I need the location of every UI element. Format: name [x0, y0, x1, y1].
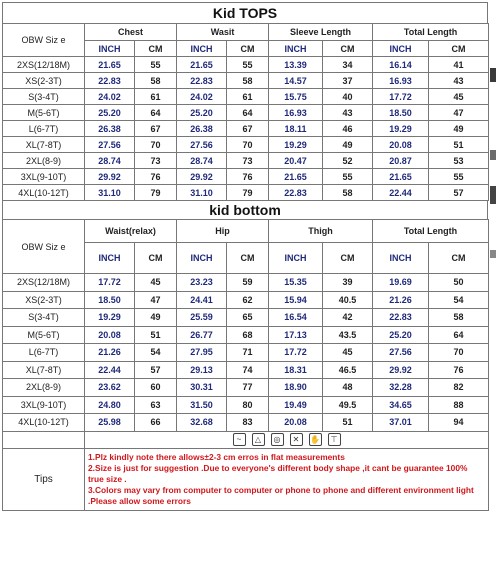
cm-value-cell: 60 — [135, 379, 177, 397]
inch-value-cell: 15.35 — [269, 274, 323, 292]
inch-value-cell: 18.50 — [85, 291, 135, 309]
unit-header: CM — [135, 243, 177, 274]
bottom-title: kid bottom — [2, 201, 488, 219]
inch-value-cell: 32.28 — [373, 379, 429, 397]
inch-value-cell: 34.65 — [373, 396, 429, 414]
inch-value-cell: 19.29 — [85, 309, 135, 327]
bottom-table — [2, 219, 489, 511]
no-tumble-dry-icon: ◎ — [271, 433, 284, 446]
group-header: Waist(relax) — [85, 220, 177, 243]
cm-value-cell: 43.5 — [323, 326, 373, 344]
inch-value-cell: 22.83 — [373, 309, 429, 327]
inch-value-cell: 29.92 — [85, 169, 135, 185]
group-header: Chest — [85, 24, 177, 41]
inch-value-cell: 24.02 — [85, 89, 135, 105]
tip-line: 2.Size is just for suggestion .Due to everyone's different body shape ,it cant be guarantee 100% true size . — [88, 463, 468, 484]
cm-value-cell: 63 — [135, 396, 177, 414]
inch-value-cell: 20.08 — [85, 326, 135, 344]
inch-value-cell: 25.20 — [177, 105, 227, 121]
inch-value-cell: 27.56 — [373, 344, 429, 362]
unit-header: INCH — [177, 243, 227, 274]
cm-value-cell: 43 — [429, 73, 489, 89]
cm-value-cell: 58 — [135, 73, 177, 89]
cm-value-cell: 62 — [227, 291, 269, 309]
cm-value-cell: 67 — [135, 121, 177, 137]
group-header: Sleeve Length — [269, 24, 373, 41]
unit-header: CM — [323, 41, 373, 57]
group-header: Total Length — [373, 220, 489, 243]
inch-value-cell: 24.41 — [177, 291, 227, 309]
cm-value-cell: 66 — [135, 414, 177, 432]
hand-wash-icon: ✋ — [310, 435, 320, 445]
table-row — [3, 137, 489, 153]
inch-value-cell: 25.20 — [373, 326, 429, 344]
cm-value-cell: 80 — [227, 396, 269, 414]
care-icons-cell — [85, 431, 489, 449]
cm-value-cell: 59 — [227, 274, 269, 292]
table-row — [3, 121, 489, 137]
inch-value-cell: 20.08 — [373, 137, 429, 153]
cm-value-cell: 53 — [429, 153, 489, 169]
table-row — [3, 89, 489, 105]
inch-value-cell: 15.94 — [269, 291, 323, 309]
inch-value-cell: 16.93 — [269, 105, 323, 121]
inch-value-cell: 19.29 — [373, 121, 429, 137]
cm-value-cell: 67 — [227, 121, 269, 137]
cm-value-cell: 83 — [227, 414, 269, 432]
cm-value-cell: 46.5 — [323, 361, 373, 379]
size-cell: M(5-6T) — [3, 105, 85, 121]
inch-value-cell: 17.13 — [269, 326, 323, 344]
inch-value-cell: 18.31 — [269, 361, 323, 379]
size-cell: 3XL(9-10T) — [3, 396, 85, 414]
cm-value-cell: 55 — [429, 169, 489, 185]
tip-line: 3.Colors may vary from computer to computer or phone to phone and different environment light .Please allow some errors — [88, 485, 474, 506]
unit-header: INCH — [373, 243, 429, 274]
cm-value-cell: 68 — [227, 326, 269, 344]
inch-value-cell: 16.14 — [373, 57, 429, 73]
inch-value-cell: 18.11 — [269, 121, 323, 137]
cm-value-cell: 45 — [323, 344, 373, 362]
cm-value-cell: 70 — [135, 137, 177, 153]
group-header: Wasit — [177, 24, 269, 41]
cm-value-cell: 76 — [429, 361, 489, 379]
table-row — [3, 344, 489, 362]
cm-value-cell: 65 — [227, 309, 269, 327]
cm-value-cell: 70 — [429, 344, 489, 362]
cm-value-cell: 41 — [429, 57, 489, 73]
inch-value-cell: 21.26 — [373, 291, 429, 309]
inch-value-cell: 29.92 — [177, 169, 227, 185]
unit-header: CM — [429, 41, 489, 57]
unit-header: CM — [429, 243, 489, 274]
inch-value-cell: 29.92 — [373, 361, 429, 379]
inch-value-cell: 25.59 — [177, 309, 227, 327]
table-row — [3, 57, 489, 73]
cm-value-cell: 51 — [323, 414, 373, 432]
table-row — [3, 326, 489, 344]
inch-value-cell: 13.39 — [269, 57, 323, 73]
inch-value-cell: 16.54 — [269, 309, 323, 327]
inch-value-cell: 16.93 — [373, 73, 429, 89]
cm-value-cell: 76 — [135, 169, 177, 185]
unit-header: CM — [227, 41, 269, 57]
care-icons — [85, 433, 488, 446]
cm-value-cell: 73 — [227, 153, 269, 169]
cm-value-cell: 79 — [135, 185, 177, 201]
cm-value-cell: 43 — [323, 105, 373, 121]
size-cell: 2XS(12/18M) — [3, 57, 85, 73]
icons-left-cell — [3, 431, 85, 449]
cm-value-cell: 58 — [227, 73, 269, 89]
cm-value-cell: 49 — [323, 137, 373, 153]
inch-value-cell: 22.83 — [269, 185, 323, 201]
inch-value-cell: 21.65 — [373, 169, 429, 185]
cm-value-cell: 74 — [227, 361, 269, 379]
size-cell: 4XL(10-12T) — [3, 185, 85, 201]
size-cell: L(6-7T) — [3, 121, 85, 137]
table-row — [3, 73, 489, 89]
inch-value-cell: 26.77 — [177, 326, 227, 344]
no-dry-clean-icon: ✕ — [290, 433, 303, 446]
table-row — [3, 309, 489, 327]
inch-value-cell: 31.50 — [177, 396, 227, 414]
cm-value-cell: 45 — [135, 274, 177, 292]
inch-value-cell: 22.83 — [85, 73, 135, 89]
cm-value-cell: 47 — [135, 291, 177, 309]
inch-value-cell: 20.87 — [373, 153, 429, 169]
inch-value-cell: 37.01 — [373, 414, 429, 432]
size-column-header: OBW Siz e — [3, 24, 85, 57]
tops-table — [2, 23, 489, 201]
inch-value-cell: 19.49 — [269, 396, 323, 414]
inch-value-cell: 14.57 — [269, 73, 323, 89]
cm-value-cell: 37 — [323, 73, 373, 89]
size-cell: XL(7-8T) — [3, 361, 85, 379]
tops-title: Kid TOPS — [2, 2, 488, 23]
inch-value-cell: 24.80 — [85, 396, 135, 414]
inch-value-cell: 31.10 — [85, 185, 135, 201]
no-bleach-icon: △ — [252, 433, 265, 446]
cm-value-cell: 82 — [429, 379, 489, 397]
inch-value-cell: 21.65 — [269, 169, 323, 185]
inch-value-cell: 28.74 — [177, 153, 227, 169]
cm-value-cell: 73 — [135, 153, 177, 169]
size-cell: XL(7-8T) — [3, 137, 85, 153]
inch-value-cell: 15.75 — [269, 89, 323, 105]
inch-value-cell: 30.31 — [177, 379, 227, 397]
inch-value-cell: 25.98 — [85, 414, 135, 432]
cm-value-cell: 88 — [429, 396, 489, 414]
cm-value-cell: 94 — [429, 414, 489, 432]
inch-value-cell: 29.13 — [177, 361, 227, 379]
cm-value-cell: 49 — [135, 309, 177, 327]
inch-value-cell: 17.72 — [85, 274, 135, 292]
cm-value-cell: 64 — [429, 326, 489, 344]
table-row — [3, 361, 489, 379]
group-header: Hip — [177, 220, 269, 243]
cm-value-cell: 40 — [323, 89, 373, 105]
tips-label: Tips — [3, 449, 85, 511]
cm-value-cell: 64 — [135, 105, 177, 121]
cm-value-cell: 52 — [323, 153, 373, 169]
size-cell: 4XL(10-12T) — [3, 414, 85, 432]
cm-value-cell: 71 — [227, 344, 269, 362]
size-cell: M(5-6T) — [3, 326, 85, 344]
cm-value-cell: 57 — [135, 361, 177, 379]
size-cell: 2XL(8-9) — [3, 153, 85, 169]
cm-value-cell: 51 — [429, 137, 489, 153]
cm-value-cell: 76 — [227, 169, 269, 185]
inch-value-cell: 22.44 — [373, 185, 429, 201]
cm-value-cell: 79 — [227, 185, 269, 201]
cm-value-cell: 58 — [429, 309, 489, 327]
size-cell: S(3-4T) — [3, 309, 85, 327]
unit-header: INCH — [177, 41, 227, 57]
size-cell: XS(2-3T) — [3, 291, 85, 309]
inch-value-cell: 31.10 — [177, 185, 227, 201]
inch-value-cell: 26.38 — [177, 121, 227, 137]
size-cell: XS(2-3T) — [3, 73, 85, 89]
inch-value-cell: 20.47 — [269, 153, 323, 169]
cm-value-cell: 58 — [323, 185, 373, 201]
cm-value-cell: 77 — [227, 379, 269, 397]
table-row — [3, 274, 489, 292]
group-header: Total Length — [373, 24, 489, 41]
inch-value-cell: 19.29 — [269, 137, 323, 153]
size-cell: L(6-7T) — [3, 344, 85, 362]
cm-value-cell: 50 — [429, 274, 489, 292]
cm-value-cell: 46 — [323, 121, 373, 137]
size-column-header: OBW Siz e — [3, 220, 85, 274]
cm-value-cell: 64 — [227, 105, 269, 121]
inch-value-cell: 26.38 — [85, 121, 135, 137]
hang-dry-icon: ⊤ — [328, 433, 341, 446]
size-chart — [2, 2, 488, 511]
unit-header: INCH — [85, 243, 135, 274]
cm-value-cell: 34 — [323, 57, 373, 73]
cm-value-cell: 39 — [323, 274, 373, 292]
table-row — [3, 169, 489, 185]
cm-value-cell: 57 — [429, 185, 489, 201]
inch-value-cell: 23.62 — [85, 379, 135, 397]
cm-value-cell: 54 — [429, 291, 489, 309]
cm-value-cell: 45 — [429, 89, 489, 105]
inch-value-cell: 21.65 — [85, 57, 135, 73]
inch-value-cell: 28.74 — [85, 153, 135, 169]
inch-value-cell: 18.90 — [269, 379, 323, 397]
cm-value-cell: 61 — [227, 89, 269, 105]
inch-value-cell: 22.44 — [85, 361, 135, 379]
inch-value-cell: 19.69 — [373, 274, 429, 292]
cm-value-cell: 55 — [135, 57, 177, 73]
size-cell: S(3-4T) — [3, 89, 85, 105]
wash-icon: ~ — [233, 433, 246, 446]
inch-value-cell: 24.02 — [177, 89, 227, 105]
inch-value-cell: 17.72 — [373, 89, 429, 105]
cm-value-cell: 40.5 — [323, 291, 373, 309]
table-row — [3, 153, 489, 169]
table-row — [3, 414, 489, 432]
inch-value-cell: 27.56 — [85, 137, 135, 153]
cm-value-cell: 51 — [135, 326, 177, 344]
cm-value-cell: 48 — [323, 379, 373, 397]
inch-value-cell: 32.68 — [177, 414, 227, 432]
inch-value-cell: 20.08 — [269, 414, 323, 432]
inch-value-cell: 27.56 — [177, 137, 227, 153]
cm-value-cell: 55 — [227, 57, 269, 73]
unit-header: INCH — [373, 41, 429, 57]
inch-value-cell: 25.20 — [85, 105, 135, 121]
table-row — [3, 185, 489, 201]
tips-text — [85, 449, 489, 511]
cm-value-cell: 55 — [323, 169, 373, 185]
tip-line: 1.Plz kindly note there allows±2-3 cm erros in flat measurements — [88, 452, 345, 462]
cm-value-cell: 61 — [135, 89, 177, 105]
table-row — [3, 396, 489, 414]
cm-value-cell: 49 — [429, 121, 489, 137]
cm-value-cell: 49.5 — [323, 396, 373, 414]
inch-value-cell: 21.26 — [85, 344, 135, 362]
size-cell: 3XL(9-10T) — [3, 169, 85, 185]
inch-value-cell: 23.23 — [177, 274, 227, 292]
table-row — [3, 291, 489, 309]
unit-header: INCH — [269, 243, 323, 274]
inch-value-cell: 21.65 — [177, 57, 227, 73]
cm-value-cell: 47 — [429, 105, 489, 121]
size-cell: 2XL(8-9) — [3, 379, 85, 397]
inch-value-cell: 17.72 — [269, 344, 323, 362]
right-edge-strip — [490, 0, 496, 567]
size-cell: 2XS(12/18M) — [3, 274, 85, 292]
cm-value-cell: 54 — [135, 344, 177, 362]
unit-header: CM — [135, 41, 177, 57]
table-row — [3, 379, 489, 397]
table-row — [3, 105, 489, 121]
unit-header: CM — [227, 243, 269, 274]
inch-value-cell: 22.83 — [177, 73, 227, 89]
cm-value-cell: 42 — [323, 309, 373, 327]
group-header: Thigh — [269, 220, 373, 243]
cm-value-cell: 70 — [227, 137, 269, 153]
inch-value-cell: 27.95 — [177, 344, 227, 362]
unit-header: INCH — [85, 41, 135, 57]
unit-header: CM — [323, 243, 373, 274]
inch-value-cell: 18.50 — [373, 105, 429, 121]
unit-header: INCH — [269, 41, 323, 57]
